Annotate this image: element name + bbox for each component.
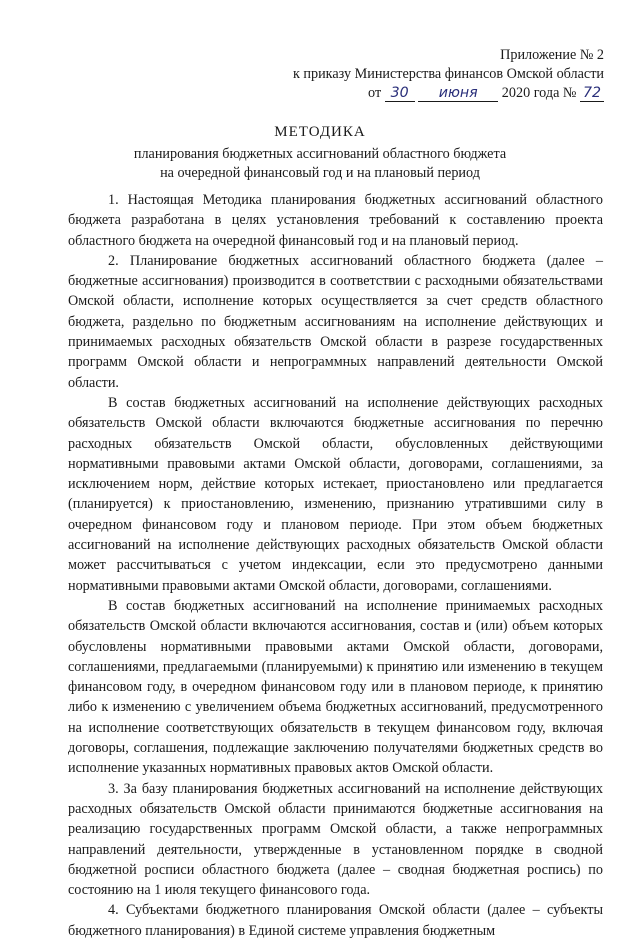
paragraph-4: В состав бюджетных ассигнований на исполнение принимаемых расходных обязательств Омской области включаются ассигнования, состав и (или) объем которых обусловлены нормативными правовыми актами Омской области, договорами, соглашениями, предлагаемыми (планируемыми) к принятию или изменению в текущем финансовом году, в очередном финансовом году или в плановом периоде, к принятию либо к изменению с увеличением объема бюджетных ассигнований, предусмотренного на исполнение соответствующих обязательств в текущем финансовом году, включая договоры, соглашения, подлежащие заключению получателями бюджетных средств во исполнение указанных нормативных правовых актов Омской области. (68, 597, 603, 777)
order-reference: к приказу Министерства финансов Омской области (292, 66, 604, 82)
paragraph-6: 4. Субъектами бюджетного планирования Омской области (далее – субъекты бюджетного планирования) в Единой системе управления бюджетным (68, 902, 603, 939)
date-prefix: от (368, 85, 382, 101)
subtitle-line-2: на очередной финансовый год и на плановый период (160, 165, 480, 181)
document-title: МЕТОДИКА (274, 124, 366, 140)
number-field (580, 86, 604, 102)
month-handwritten: июня (438, 85, 478, 101)
appendix-header (293, 46, 604, 103)
subtitle-line-1: планирования бюджетных ассигнований областного бюджета (133, 146, 507, 162)
day-field (385, 86, 415, 102)
order-date-line (293, 84, 604, 103)
paragraph-2: 2. Планирование бюджетных ассигнований областного бюджета (далее – бюджетные ассигнования) производится в соответствии с расходными обязательствами Омской области, исполнение которых осуществляется за счет средств областного бюджета, раздельно по бюджетным ассигнованиям на исполнение действующих и принимаемых расходных обязательств Омской области в разрезе государственных программ Омской области и непрограммных направлений деятельности Омской области. (68, 252, 603, 391)
paragraph-3: В состав бюджетных ассигнований на исполнение действующих расходных обязательств Омской области включаются бюджетные ассигнования по перечню расходных обязательств Омской области, обусловленных действующими нормативными правовыми актами Омской области, договорами, соглашениями, за исключением норм, действие которых истекает, приостановлено или предлагается (планируется) к приостановлению, изменению, признанию утратившими силу в очередном финансовом году и плановом периоде. При этом объем бюджетных ассигнований на исполнение действующих расходных обязательств Омской области может рассчитываться с учетом индексации, если это предусмотрено данными нормативными правовыми актами Омской области, договорами, соглашениями. (68, 394, 603, 594)
year-text: 2020 года № (501, 85, 577, 101)
appendix-number: Приложение № 2 (500, 47, 604, 63)
document-subtitle (0, 145, 640, 183)
month-field (418, 86, 498, 102)
number-handwritten: 72 (582, 85, 602, 101)
paragraph-1: 1. Настоящая Методика планирования бюджетных ассигнований областного бюджета разработана в целях установления требований к составлению проекта областного бюджета на очередной финансовый год и на плановый период. (68, 192, 603, 249)
document-body (68, 190, 603, 941)
day-handwritten: 30 (390, 85, 409, 101)
paragraph-5: 3. За базу планирования бюджетных ассигнований на исполнение действующих расходных обязательств Омской области принимаются бюджетные ассигнования на реализацию государственных программ Омской области, а также непрограммных направлений деятельности, утвержденные в установленном порядке в сводной бюджетной росписи областного бюджета (далее – сводная бюджетная роспись) по состоянию на 1 июля текущего финансового года. (68, 780, 603, 899)
